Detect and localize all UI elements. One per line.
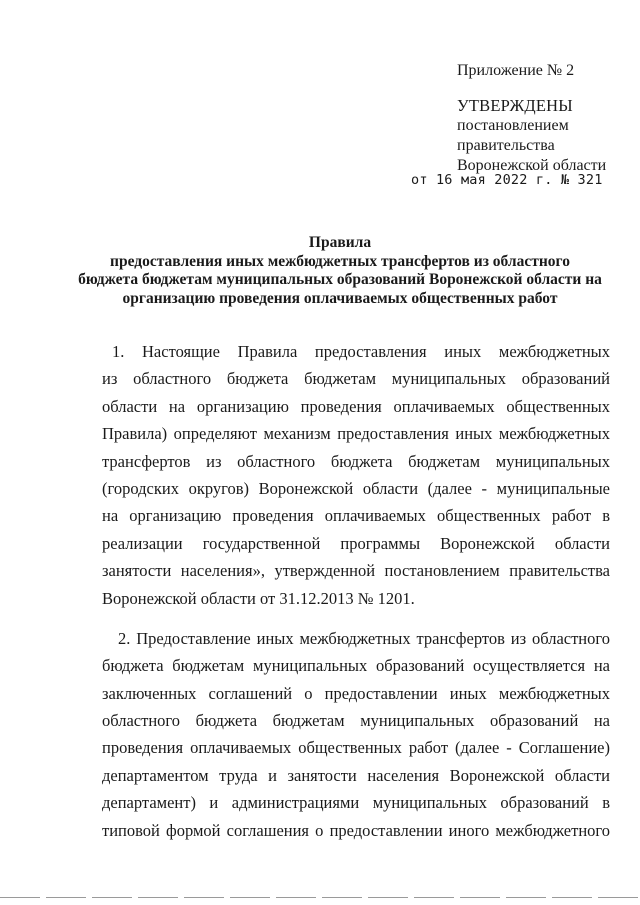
decree-date-number: от 16 мая 2022 г. № 321 bbox=[411, 172, 603, 188]
text-line: Правила) определяют механизм предоставления иных межбюджетных bbox=[102, 424, 610, 444]
appendix-label: Приложение № 2 bbox=[457, 62, 575, 79]
approved-heading: УТВЕРЖДЕНЫ bbox=[457, 96, 573, 115]
text-line: областного бюджета бюджетам муниципальных образований на bbox=[102, 711, 610, 731]
text-line: Воронежской области от 31.12.2013 № 1201. bbox=[102, 588, 415, 608]
text-line: бюджета бюджетам муниципальных образований осуществляется на bbox=[102, 656, 610, 676]
paragraph-1 bbox=[102, 338, 610, 612]
text-line: 2. Предоставление иных межбюджетных трансфертов из областного bbox=[118, 628, 610, 648]
text-line: реализации государственной программы Воронежской области bbox=[102, 533, 610, 553]
text-line: типовой формой соглашения о предоставлении иного межбюджетного bbox=[102, 820, 610, 840]
document-body bbox=[102, 338, 610, 844]
text-line: из областного бюджета бюджетам муниципальных образований bbox=[102, 369, 610, 389]
approved-by-line-1: постановлением bbox=[457, 117, 569, 134]
text-line: занятости населения», утвержденной постановлением правительства bbox=[102, 561, 610, 581]
title-line-3: организацию проведения оплачиваемых общественных работ bbox=[122, 289, 558, 307]
text-line: департамент) и администрациями муниципальных образований в bbox=[102, 793, 610, 813]
approval-block bbox=[457, 96, 606, 176]
text-line: (городских округов) Воронежской области (далее - муниципальные bbox=[102, 478, 610, 498]
text-line: 1. Настоящие Правила предоставления иных межбюджетных bbox=[112, 342, 610, 361]
title-line-1: предоставления иных межбюджетных трансфертов из областного bbox=[110, 252, 570, 270]
text-line: области на организацию проведения оплачиваемых общественных bbox=[102, 396, 610, 416]
text-line: департаментом труда и занятости населения Воронежской области bbox=[102, 765, 610, 785]
text-line: заключенных соглашений о предоставлении иных межбюджетных bbox=[102, 683, 610, 703]
page-bottom-divider bbox=[0, 897, 640, 898]
approved-by-line-3: Воронежской области bbox=[457, 157, 607, 174]
title-main: Правила bbox=[308, 234, 372, 251]
approved-by-line-2: правительства bbox=[457, 137, 555, 154]
document-title bbox=[60, 234, 620, 308]
title-line-2: бюджета бюджетам муниципальных образований Воронежской области на bbox=[78, 271, 602, 288]
text-line: проведения оплачиваемых общественных работ (далее - Соглашение) bbox=[102, 738, 610, 758]
paragraph-gap bbox=[102, 612, 610, 625]
text-line: на организацию проведения оплачиваемых общественных работ в bbox=[102, 506, 610, 526]
text-line: трансфертов из областного бюджета бюджетам муниципальных bbox=[102, 451, 610, 471]
paragraph-2 bbox=[102, 625, 610, 844]
